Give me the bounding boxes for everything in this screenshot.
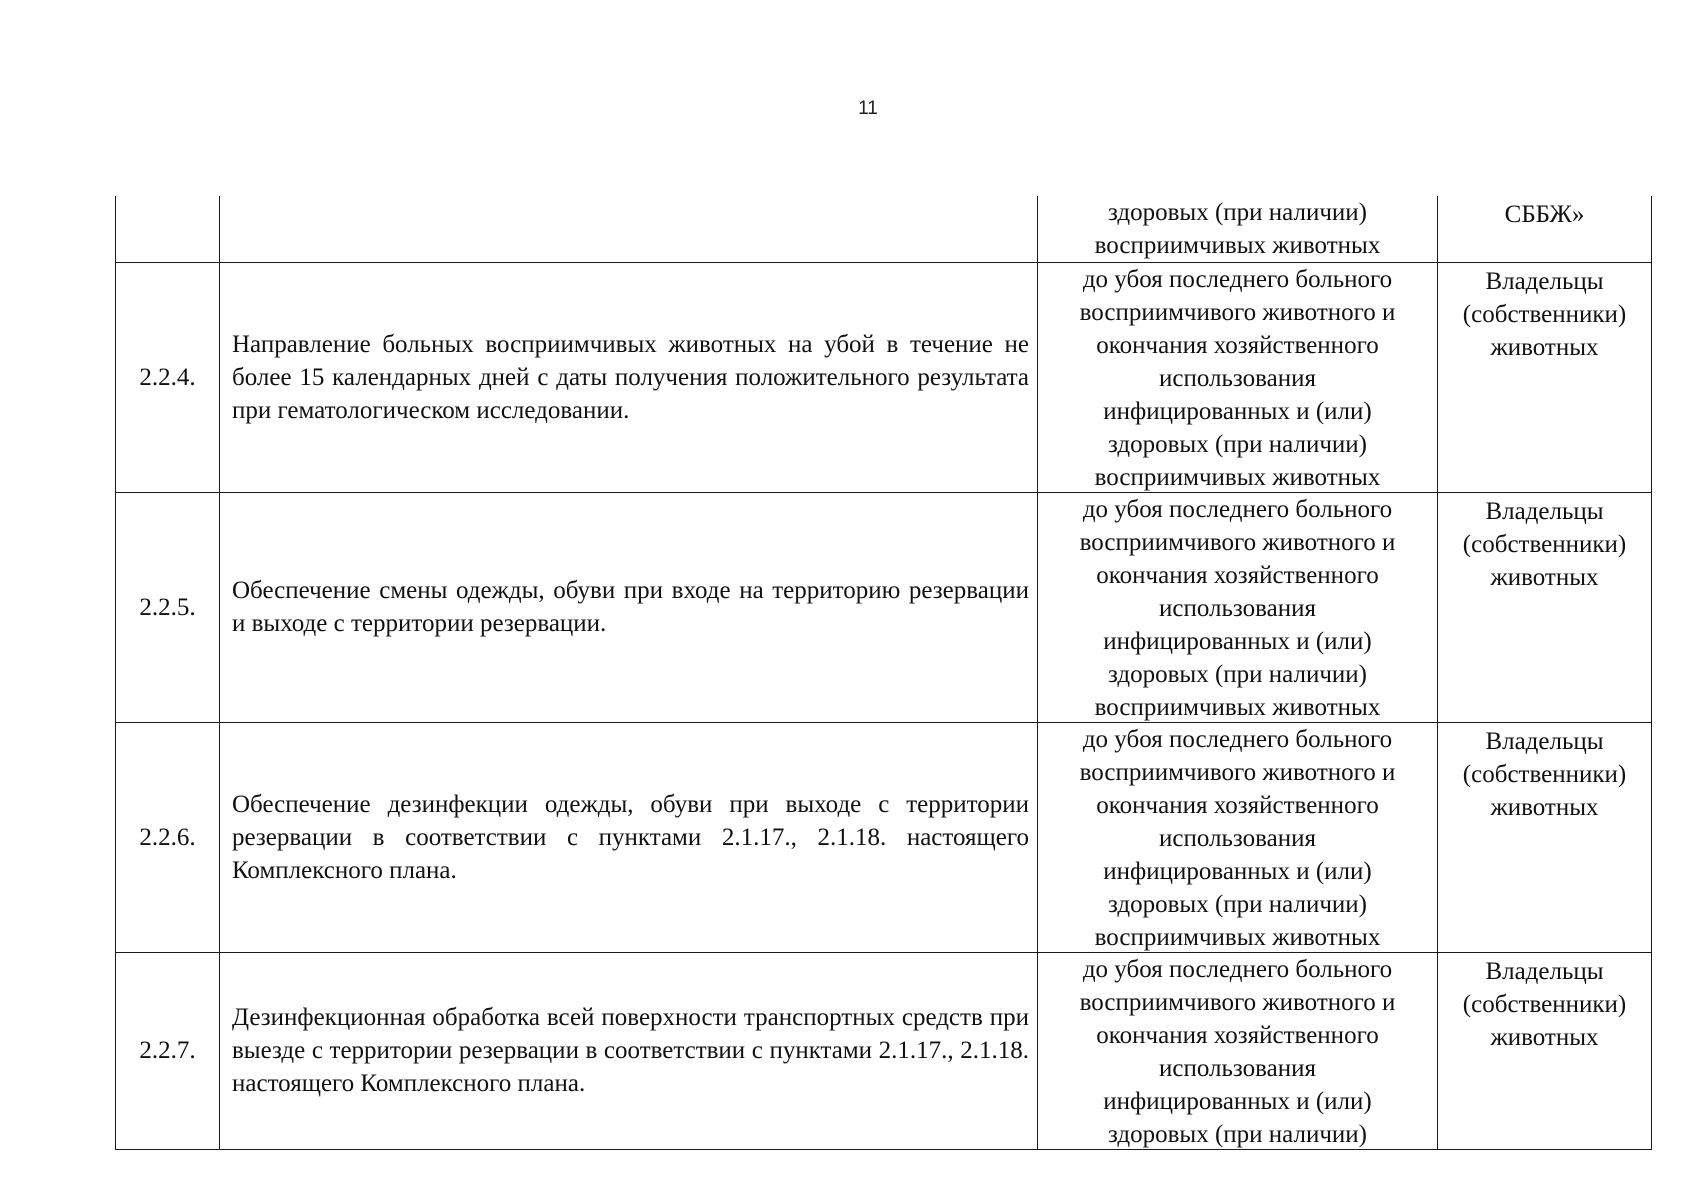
- responsible-line: животных: [1490, 1023, 1599, 1051]
- term-line: восприимчивого животного и: [1079, 988, 1396, 1016]
- responsible-line: животных: [1490, 793, 1599, 821]
- term-line: окончания хозяйственного: [1096, 331, 1379, 359]
- responsible-line: Владельцы: [1485, 497, 1604, 525]
- responsible-line: животных: [1490, 333, 1599, 361]
- row-responsible-cell: [1438, 262, 1652, 492]
- term-line: использования: [1159, 1054, 1316, 1082]
- row-responsible-cell: [1438, 952, 1652, 1149]
- row-description-cell: [220, 722, 1038, 952]
- row-description: Обеспечение дезинфекции одежды, обуви при выходе с территории резервации в соответствии с пунктами 2.1.17., 2.1.18. настоящего Комплексного плана.: [232, 790, 1029, 884]
- term-line: до убоя последнего больного: [1082, 265, 1393, 293]
- responsible-line: Владельцы: [1485, 727, 1604, 755]
- term-line: окончания хозяйственного: [1096, 1021, 1379, 1049]
- term-line: здоровых (при наличии): [1107, 890, 1368, 918]
- term-line: до убоя последнего больного: [1082, 495, 1393, 523]
- table-row: [116, 952, 1652, 1149]
- term-line: здоровых (при наличии): [1107, 1120, 1368, 1148]
- term-line: здоровых (при наличии): [1107, 430, 1368, 458]
- term-line: инфицированных и (или): [1103, 1087, 1372, 1115]
- row-number-cell: 2.2.6.: [116, 722, 220, 952]
- row-number-cell: 2.2.7.: [116, 952, 220, 1149]
- term-line: использования: [1159, 594, 1316, 622]
- row-number-cell: 2.2.5.: [116, 492, 220, 722]
- term-line: окончания хозяйственного: [1096, 561, 1379, 589]
- responsible-line: (собственники): [1462, 530, 1627, 558]
- term-line: восприимчивых животных: [1094, 923, 1381, 951]
- term-line: до убоя последнего больного: [1082, 955, 1393, 983]
- table-row: [116, 262, 1652, 492]
- table-row: [116, 722, 1652, 952]
- term-line: восприимчивого животного и: [1079, 528, 1396, 556]
- row-term-cell: [1038, 722, 1438, 952]
- row-description-cell: [220, 492, 1038, 722]
- term-line: использования: [1159, 824, 1316, 852]
- row-description: Направление больных восприимчивых животных на убой в течение не более 15 календарных дней с даты получения положительного результата при гематологическом исследовании.: [232, 330, 1029, 424]
- term-line: восприимчивых животных: [1094, 232, 1381, 259]
- row-number-cell: 2.2.4.: [116, 262, 220, 492]
- responsible-line: (собственники): [1462, 300, 1627, 328]
- row-description-cell: [220, 262, 1038, 492]
- responsible-line: СББЖ»: [1504, 201, 1585, 228]
- row-responsible-cell: [1438, 492, 1652, 722]
- term-line: инфицированных и (или): [1103, 397, 1372, 425]
- row-description-cell: [220, 952, 1038, 1149]
- term-line: использования: [1159, 364, 1316, 392]
- responsible-line: Владельцы: [1485, 957, 1604, 985]
- responsible-line: (собственники): [1462, 990, 1627, 1018]
- row-term-cell: [1038, 196, 1438, 262]
- page-number: 11: [858, 98, 878, 119]
- term-line: восприимчивых животных: [1094, 693, 1381, 721]
- term-line: здоровых (при наличии): [1107, 660, 1368, 688]
- term-line: до убоя последнего больного: [1082, 725, 1393, 753]
- term-line: здоровых (при наличии): [1107, 199, 1368, 226]
- responsible-line: (собственники): [1462, 760, 1627, 788]
- row-description: Дезинфекционная обработка всей поверхности транспортных средств при выезде с территории резервации в соответствии с пунктами 2.1.17., 2.1.18. настоящего Комплексного плана.: [232, 1004, 1029, 1097]
- row-description: Обеспечение смены одежды, обуви при входе на территорию резервации и выходе с территории резервации.: [232, 577, 1029, 637]
- row-number-cell: [116, 196, 220, 262]
- row-description-cell: [220, 196, 1038, 262]
- row-term-cell: [1038, 262, 1438, 492]
- row-responsible-cell: [1438, 722, 1652, 952]
- row-responsible-cell: [1438, 196, 1652, 262]
- term-line: окончания хозяйственного: [1096, 791, 1379, 819]
- term-line: восприимчивых животных: [1094, 463, 1381, 491]
- plan-table: [115, 196, 1652, 1150]
- table-row-continuation: [116, 196, 1652, 262]
- responsible-line: Владельцы: [1485, 267, 1604, 295]
- term-line: инфицированных и (или): [1103, 627, 1372, 655]
- row-term-cell: [1038, 492, 1438, 722]
- row-term-cell: [1038, 952, 1438, 1149]
- term-line: инфицированных и (или): [1103, 857, 1372, 885]
- term-line: восприимчивого животного и: [1079, 758, 1396, 786]
- table-row: [116, 492, 1652, 722]
- term-line: восприимчивого животного и: [1079, 298, 1396, 326]
- responsible-line: животных: [1490, 563, 1599, 591]
